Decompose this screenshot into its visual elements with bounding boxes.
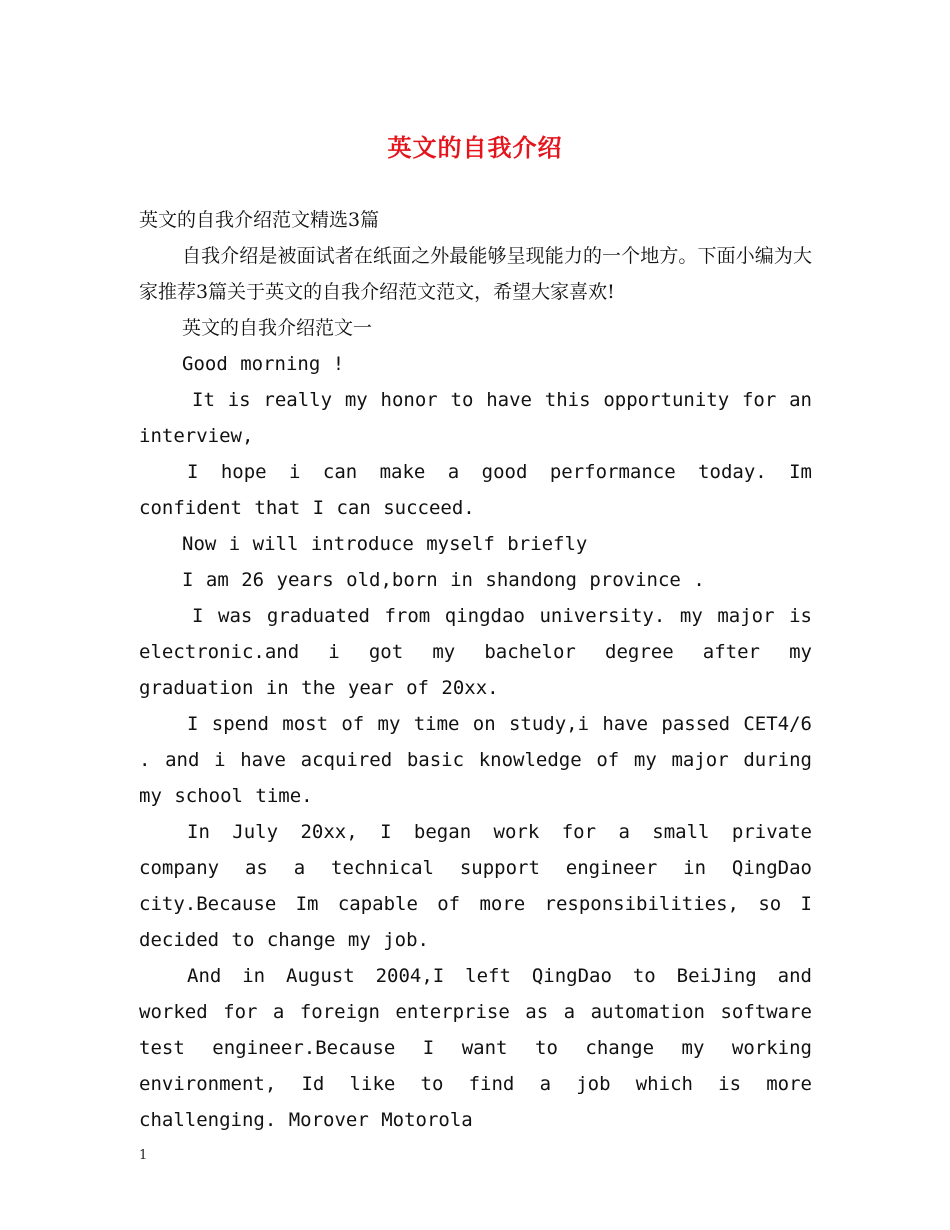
- paragraph-second-job: And in August 2004,I left QingDao to BeiJing and worked for a foreign enterprise as a automation software test engineer.Because I want to change my working environment, Id like to find a job which is more challenging. Morover Motorola: [139, 965, 812, 1131]
- paragraph-subtitle: 英文的自我介绍范文精选3篇: [139, 209, 380, 231]
- paragraph-study: I spend most of my time on study,i have passed CET4/6 . and i have acquired basic knowledge of my major during my school time.: [139, 713, 812, 807]
- paragraph-honor: It is really my honor to have this opportunity for an interview,: [139, 389, 812, 447]
- page-number: 1: [139, 1148, 148, 1163]
- paragraph-sample-heading: 英文的自我介绍范文一: [182, 317, 373, 339]
- paragraph-first-job: In July 20xx, I began work for a small private company as a technical support engineer in QingDao city.Because Im capable of more responsibilities, so I decided to change my job.: [139, 821, 812, 951]
- document-body: [139, 202, 812, 1138]
- paragraph-hope: I hope i can make a good performance today. Im confident that I can succeed.: [139, 461, 812, 519]
- document-title: 英文的自我介绍: [387, 133, 563, 162]
- paragraph-age: I am 26 years old,born in shandong province .: [182, 569, 705, 591]
- paragraph-intro: 自我介绍是被面试者在纸面之外最能够呈现能力的一个地方。下面小编为大家推荐3篇关于英文的自我介绍范文范文，希望大家喜欢!: [139, 245, 812, 303]
- paragraph-greeting: Good morning !: [182, 353, 345, 375]
- paragraph-education: I was graduated from qingdao university. my major is electronic.and i got my bachelor degree after my graduation in the year of 20xx.: [139, 605, 812, 699]
- paragraph-introduce: Now i will introduce myself briefly: [182, 533, 588, 555]
